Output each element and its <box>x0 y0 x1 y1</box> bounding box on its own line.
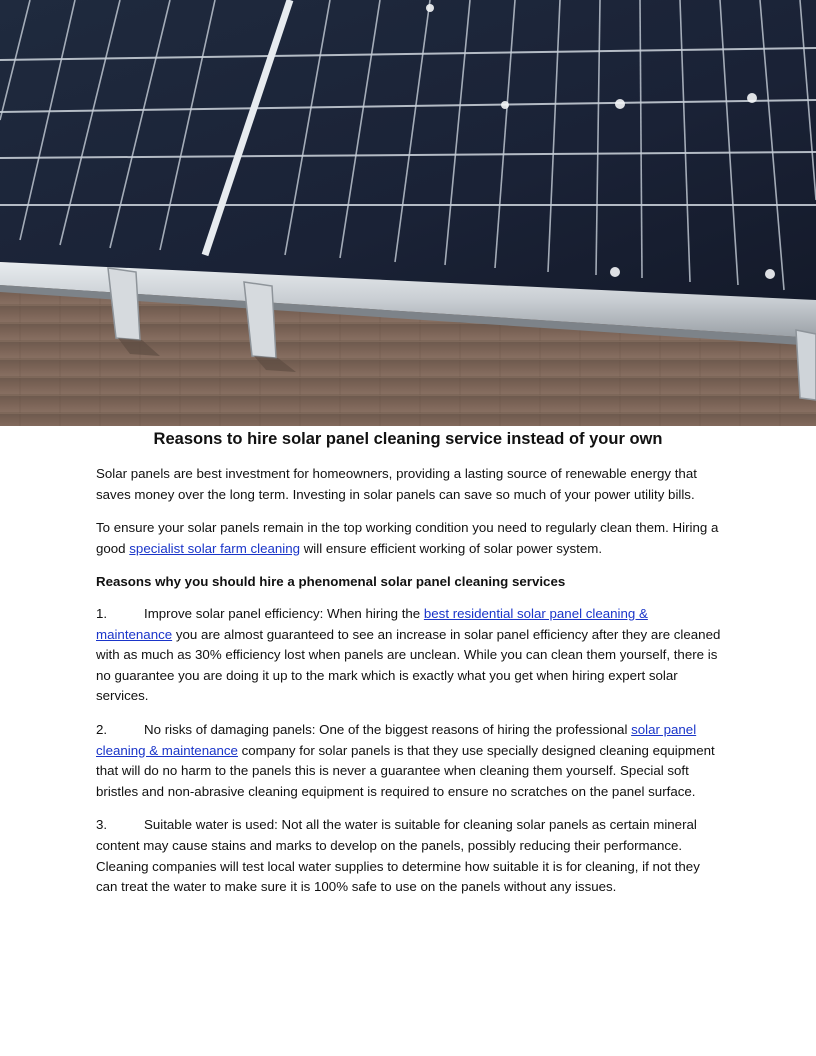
residential-cleaning-link[interactable]: best residential solar panel cleaning & maintenance <box>96 605 648 642</box>
list-item-3 <box>96 815 724 897</box>
hero-image <box>0 0 816 426</box>
page-title: Reasons to hire solar panel cleaning service instead of your own <box>153 430 663 448</box>
list-item-1 <box>96 604 724 707</box>
list-item-3-text: Suitable water is used: Not all the water is suitable for cleaning solar panels as certain mineral content may cause stains and marks to develop on the panels, possibly reducing their performance. Cleaning companies will test local water supplies to determine how suitable it is for cleaning, if not they can treat the water to make sure it is 100% safe to use on the panels without any issues. <box>96 817 700 895</box>
paragraph-2-text-after: will ensure efficient working of solar power system. <box>300 540 603 556</box>
article-body <box>96 464 724 911</box>
cleaning-maintenance-link[interactable]: solar panel cleaning & maintenance <box>96 721 697 758</box>
intro-paragraph: Solar panels are best investment for homeowners, providing a lasting source of renewable energy that saves money over the long term. Investing in solar panels can save so much of your power utility bills. <box>96 466 697 502</box>
list-number: 1. <box>96 605 108 621</box>
list-item-2-text-before: No risks of damaging panels: One of the biggest reasons of hiring the professional <box>144 721 632 737</box>
list-item-2-text-after: company for solar panels is that they use specially designed cleaning equipment that will do no harm to the panels this is never a guarantee when cleaning them yourself. Special soft bristles and non-abrasive cleaning equipment is required to ensure no scratches on the panel surface. <box>96 742 715 799</box>
paragraph-2 <box>96 518 724 559</box>
list-item-1-text-before: Improve solar panel efficiency: When hiring the <box>144 605 424 621</box>
list-number: 2. <box>96 721 108 737</box>
list-item-2 <box>96 720 724 802</box>
specialist-solar-farm-cleaning-link[interactable]: specialist solar farm cleaning <box>129 540 300 556</box>
paragraph-2-text-before: To ensure your solar panels remain in the top working condition you need to regularly clean them. Hiring a good <box>96 520 719 556</box>
list-number: 3. <box>96 817 108 833</box>
list-item-1-text-after: you are almost guaranteed to see an increase in solar panel efficiency after they are cleaned with as much as 30% efficiency lost when panels are unclean. While you can clean them yourself, there is no guarantee you are doing it up to the mark which is exactly what you get when hiring expert solar services. <box>96 626 721 704</box>
subheading: Reasons why you should hire a phenomenal solar panel cleaning services <box>96 574 566 590</box>
